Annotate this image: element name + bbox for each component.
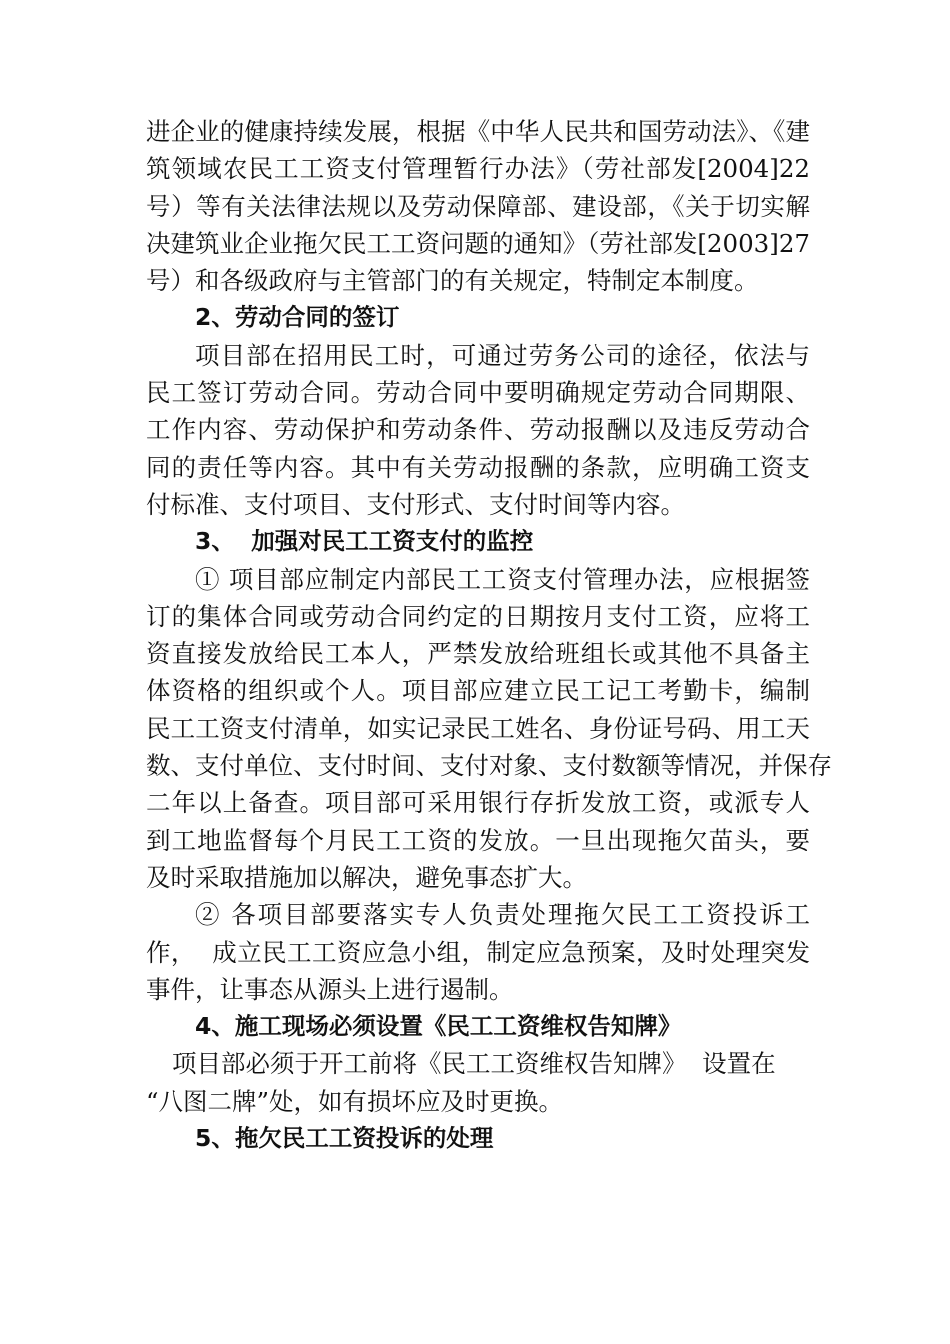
section-heading: 4、施工现场必须设置《民工工资维权告知牌》: [195, 1012, 682, 1041]
paragraph-line: 民工签订劳动合同。劳动合同中要明确规定劳动合同期限、: [146, 378, 810, 408]
paragraph-line: 号）和各级政府与主管部门的有关规定，特制定本制度。: [146, 266, 759, 296]
paragraph-line: 资直接发放给民工本人，严禁发放给班组长或其他不具备主: [146, 639, 810, 669]
paragraph-line: 同的责任等内容。其中有关劳动报酬的条款，应明确工资支: [146, 452, 810, 482]
paragraph-line: 项目部在招用民工时，可通过劳务公司的途径，依法与: [195, 340, 810, 370]
paragraph-line: ② 各项目部要落实专人负责处理拖欠民工工资投诉工: [195, 900, 810, 930]
paragraph-line: 筑领域农民工工资支付管理暂行办法》（劳社部发[2004]22: [146, 154, 810, 184]
paragraph-line: 决建筑业企业拖欠民工工资问题的通知》（劳社部发[2003]27: [146, 228, 810, 258]
section-heading: 2、劳动合同的签订: [195, 303, 400, 332]
paragraph-line: 工作内容、劳动保护和劳动条件、劳动报酬以及违反劳动合: [146, 415, 810, 445]
document-body: [146, 113, 832, 1157]
paragraph-line: 事件，让事态从源头上进行遏制。: [146, 974, 514, 1004]
paragraph-line: 作， 成立民工工资应急小组，制定应急预案，及时处理突发: [146, 937, 810, 967]
paragraph-line: 订的集体合同或劳动合同约定的日期按月支付工资，应将工: [146, 601, 810, 631]
paragraph-line: 付标准、支付项目、支付形式、支付时间等内容。: [146, 489, 685, 519]
paragraph-line: 及时采取措施加以解决，避免事态扩大。: [146, 862, 587, 892]
paragraph-line: 项目部必须于开工前将《民工工资维权告知牌》 设置在: [172, 1049, 776, 1079]
paragraph-line: 二年以上备查。项目部可采用银行存折发放工资，或派专人: [146, 788, 810, 818]
paragraph-line: 数、支付单位、支付时间、支付对象、支付数额等情况，并保存: [146, 751, 832, 781]
paragraph-line: 体资格的组织或个人。项目部应建立民工记工考勤卡，编制: [146, 676, 810, 706]
section-heading: 5、拖欠民工工资投诉的处理: [195, 1124, 494, 1153]
paragraph-line: ① 项目部应制定内部民工工资支付管理办法，应根据签: [195, 564, 810, 594]
paragraph-line: “八图二牌”处，如有损坏应及时更换。: [146, 1086, 564, 1116]
section-heading: 3、 加强对民工工资支付的监控: [195, 527, 534, 556]
paragraph-line: 进企业的健康持续发展，根据《中华人民共和国劳动法》、《建: [146, 117, 810, 146]
paragraph-line: 号）等有关法律法规以及劳动保障部、建设部，《关于切实解: [146, 191, 810, 221]
paragraph-line: 民工工资支付清单，如实记录民工姓名、身份证号码、用工天: [146, 713, 810, 743]
paragraph-line: 到工地监督每个月民工工资的发放。一旦出现拖欠苗头，要: [146, 825, 810, 855]
